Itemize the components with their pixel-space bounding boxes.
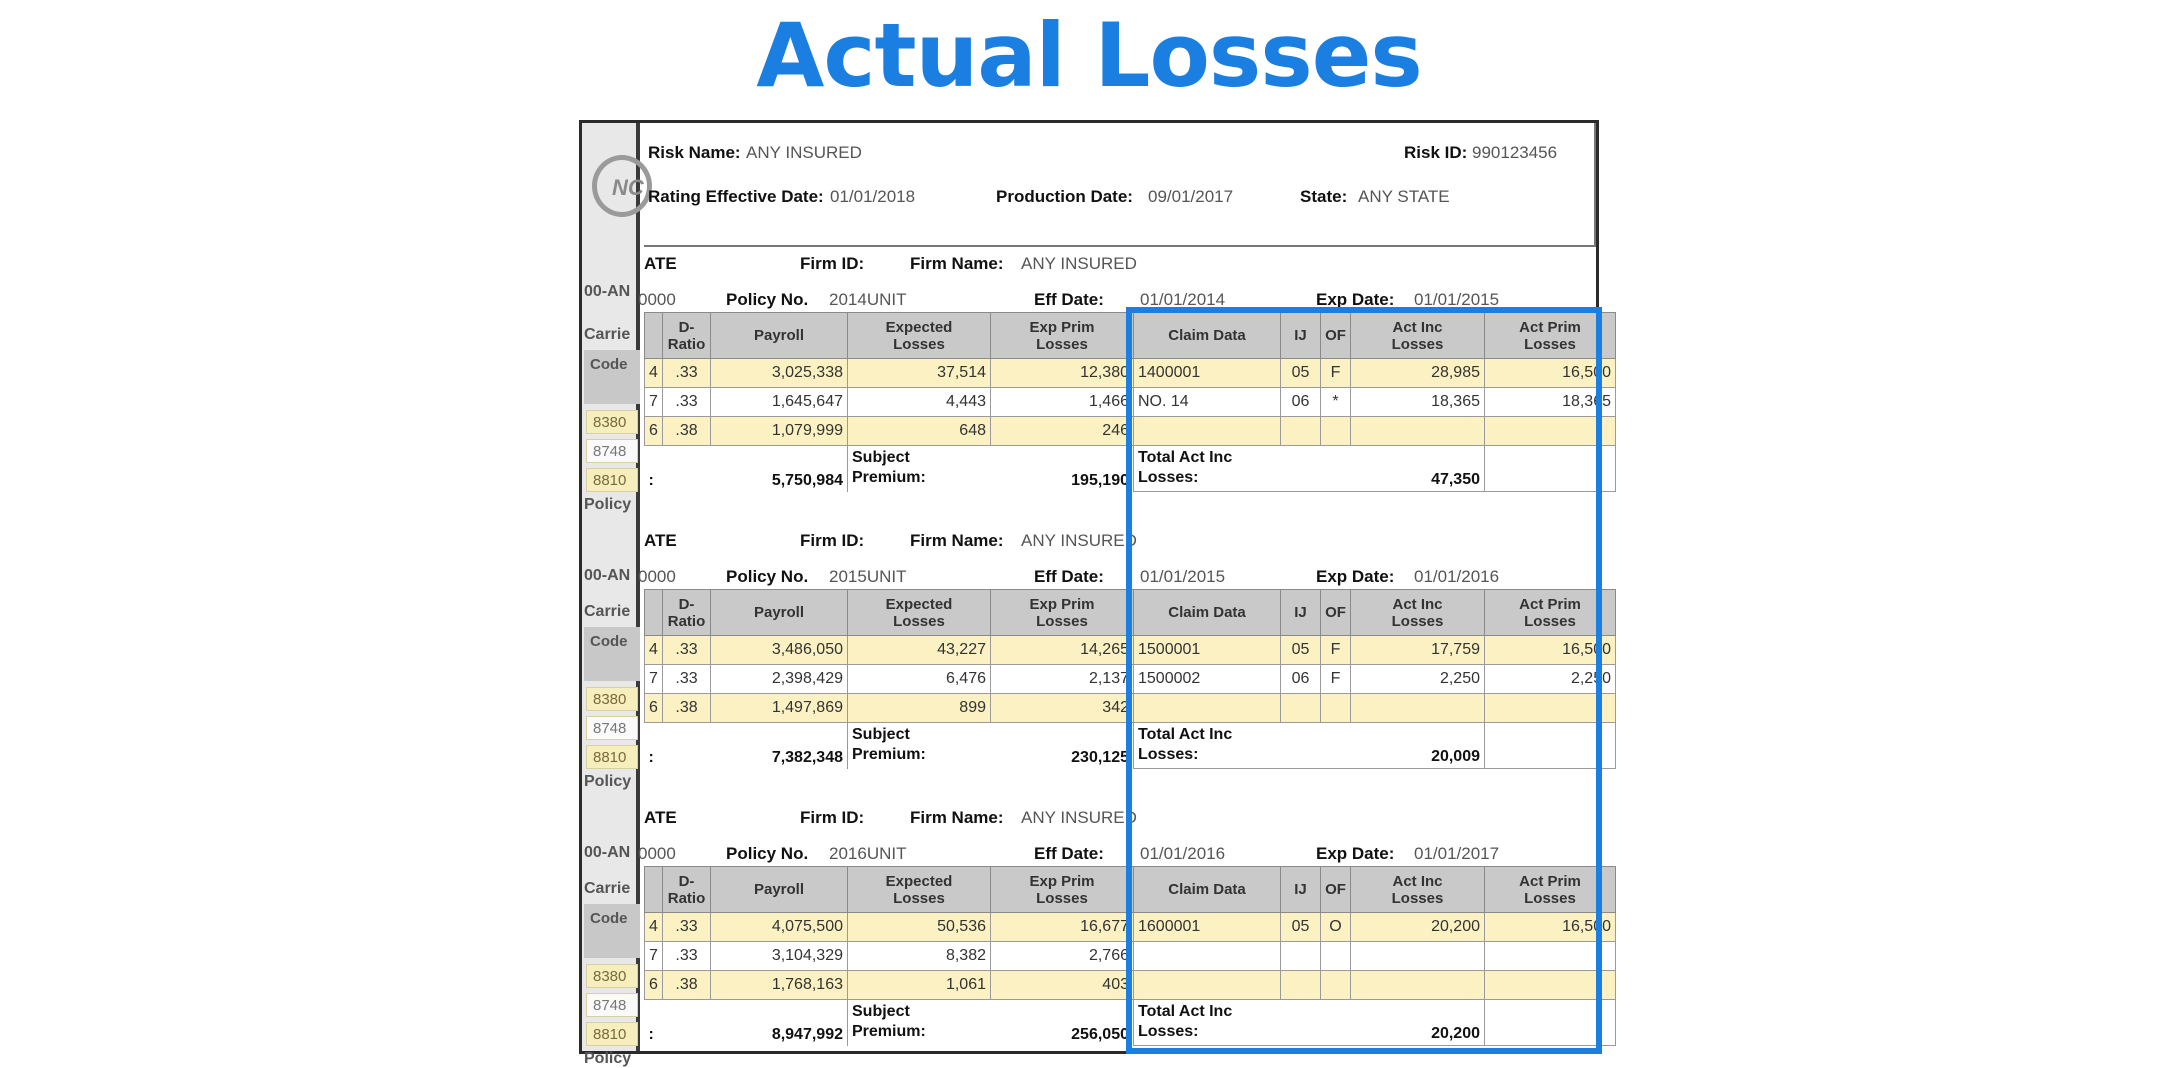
act-prim-losses-cell: [1485, 971, 1616, 1000]
claim-data-cell: [1134, 942, 1281, 971]
table-row: [645, 971, 1616, 1000]
d-ratio-header: D- Ratio: [663, 590, 711, 636]
expected-losses-cell: 6,476: [848, 665, 991, 694]
act-inc-losses-header: Act Inc Losses: [1351, 590, 1485, 636]
class-code-tail: 7: [645, 942, 663, 971]
expected-losses-cell: 50,536: [848, 913, 991, 942]
policy-no-value: 2015UNIT: [829, 567, 907, 586]
policy-no-value: 2016UNIT: [829, 844, 907, 863]
ij-header: IJ: [1281, 867, 1321, 913]
payroll-cell: 3,025,338: [711, 359, 848, 388]
of-cell: O: [1321, 913, 1351, 942]
code-header-cell: [645, 590, 663, 636]
strip-class-code: 8810: [586, 745, 638, 769]
total-payroll-cell: 7,382,348: [663, 723, 848, 769]
strip-class-code: 8748: [586, 716, 638, 740]
payroll-cell: 4,075,500: [711, 913, 848, 942]
claim-data-cell: 1400001: [1134, 359, 1281, 388]
firm-name-label: Firm Name:: [910, 531, 1004, 550]
strip-class-code: 8380: [586, 410, 638, 434]
exp-prim-losses-cell: 246: [991, 417, 1134, 446]
d-ratio-cell: .33: [663, 665, 711, 694]
of-header: OF: [1321, 867, 1351, 913]
d-ratio-cell: .38: [663, 417, 711, 446]
total-act-inc-label: Total Act Inc Losses:: [1134, 1000, 1321, 1046]
totals-row: [645, 446, 1616, 492]
expected-losses-cell: 4,443: [848, 388, 991, 417]
of-header: OF: [1321, 590, 1351, 636]
d-ratio-cell: .33: [663, 388, 711, 417]
claim-data-cell: NO. 14: [1134, 388, 1281, 417]
firm-id-label: Firm ID:: [800, 254, 865, 273]
ij-cell: 05: [1281, 636, 1321, 665]
strip-class-code: 8810: [586, 1022, 638, 1046]
expected-losses-cell: 8,382: [848, 942, 991, 971]
subject-premium-label: Subject Premium:: [848, 1000, 991, 1046]
claim-data-cell: [1134, 417, 1281, 446]
total-payroll-cell: 5,750,984: [663, 446, 848, 492]
firm-name-value: ANY INSURED: [1021, 254, 1137, 273]
worksheet-document: [579, 120, 1611, 1067]
act-inc-losses-cell: 2,250: [1351, 665, 1485, 694]
act-prim-losses-cell: [1485, 942, 1616, 971]
policy-no-label: Policy No.: [726, 290, 809, 309]
expected-losses-header: Expected Losses: [848, 867, 991, 913]
payroll-cell: 1,079,999: [711, 417, 848, 446]
risk-id-value: 990123456: [1472, 143, 1558, 162]
table-row: [645, 417, 1616, 446]
exp-date-label: Exp Date:: [1316, 290, 1395, 309]
exp-prim-losses-cell: 12,380: [991, 359, 1134, 388]
exp-prim-losses-header: Exp Prim Losses: [991, 590, 1134, 636]
strip-policy-label: Policy: [584, 1050, 632, 1067]
total-act-inc-value: 20,009: [1321, 723, 1485, 769]
rating-date-value: 01/01/2018: [830, 187, 916, 206]
strip-policy-label: Policy: [584, 496, 632, 513]
claim-data-cell: 1600001: [1134, 913, 1281, 942]
eff-date-label: Eff Date:: [1034, 567, 1104, 586]
act-prim-losses-cell: [1485, 694, 1616, 723]
class-code-tail: 4: [645, 636, 663, 665]
claim-data-cell: [1134, 971, 1281, 1000]
subject-premium-label: Subject Premium:: [848, 723, 991, 769]
ij-cell: 05: [1281, 359, 1321, 388]
expected-losses-cell: 43,227: [848, 636, 991, 665]
strip-state-label: 00-AN: [584, 283, 631, 300]
exp-date-value: 01/01/2016: [1414, 567, 1500, 586]
exp-prim-losses-header: Exp Prim Losses: [991, 313, 1134, 359]
expected-losses-cell: 1,061: [848, 971, 991, 1000]
act-inc-losses-cell: 20,200: [1351, 913, 1485, 942]
of-cell: F: [1321, 636, 1351, 665]
act-prim-losses-header: Act Prim Losses: [1485, 313, 1616, 359]
ij-cell: 05: [1281, 913, 1321, 942]
strip-state-label: 00-AN: [584, 567, 631, 584]
eff-date-label: Eff Date:: [1034, 844, 1104, 863]
payroll-header: Payroll: [711, 313, 848, 359]
d-ratio-cell: .33: [663, 359, 711, 388]
table-row: [645, 359, 1616, 388]
policy-prefix: 0000: [638, 290, 676, 309]
act-prim-losses-cell: [1485, 417, 1616, 446]
risk-id-label: Risk ID:: [1404, 143, 1468, 162]
production-date-label: Production Date:: [996, 187, 1133, 206]
strip-class-code: 8380: [586, 964, 638, 988]
d-ratio-header: D- Ratio: [663, 313, 711, 359]
expected-losses-header: Expected Losses: [848, 590, 991, 636]
expected-losses-header: Expected Losses: [848, 313, 991, 359]
eff-date-label: Eff Date:: [1034, 290, 1104, 309]
strip-class-code: 8380: [586, 687, 638, 711]
d-ratio-cell: .38: [663, 694, 711, 723]
table-row: [645, 942, 1616, 971]
act-inc-losses-cell: [1351, 694, 1485, 723]
payroll-header: Payroll: [711, 590, 848, 636]
totals-row: [645, 723, 1616, 769]
act-inc-losses-cell: [1351, 942, 1485, 971]
class-code-tail: 7: [645, 388, 663, 417]
strip-carrier-label: Carrie: [584, 880, 631, 897]
exp-prim-losses-header: Exp Prim Losses: [991, 867, 1134, 913]
subject-premium-value: 195,190: [991, 446, 1134, 492]
of-cell: F: [1321, 665, 1351, 694]
claim-data-cell: 1500001: [1134, 636, 1281, 665]
table-header-row: [645, 867, 1616, 913]
ij-header: IJ: [1281, 313, 1321, 359]
policy-prefix: 0000: [638, 844, 676, 863]
code-header-cell: [645, 867, 663, 913]
total-prefix: :: [645, 446, 663, 492]
exp-date-label: Exp Date:: [1316, 567, 1395, 586]
d-ratio-cell: .38: [663, 971, 711, 1000]
class-code-tail: 4: [645, 359, 663, 388]
rating-date-label: Rating Effective Date:: [648, 187, 824, 206]
total-act-inc-value: 20,200: [1321, 1000, 1485, 1046]
ij-header: IJ: [1281, 590, 1321, 636]
act-inc-losses-cell: 18,365: [1351, 388, 1485, 417]
of-cell: [1321, 417, 1351, 446]
table-row: [645, 636, 1616, 665]
total-prefix: :: [645, 1000, 663, 1046]
strip-code-header: Code: [584, 627, 640, 681]
payroll-cell: 1,645,647: [711, 388, 848, 417]
strip-code-header: Code: [584, 350, 640, 404]
d-ratio-cell: .33: [663, 913, 711, 942]
eff-date-value: 01/01/2016: [1140, 844, 1226, 863]
payroll-cell: 1,768,163: [711, 971, 848, 1000]
policy-loss-table: [644, 312, 1616, 492]
claim-data-header: Claim Data: [1134, 867, 1281, 913]
act-prim-losses-cell: 16,500: [1485, 913, 1616, 942]
eff-date-value: 01/01/2015: [1140, 567, 1226, 586]
risk-name-label: Risk Name:: [648, 143, 741, 162]
risk-name-value: ANY INSURED: [746, 143, 862, 162]
expected-losses-cell: 648: [848, 417, 991, 446]
of-header: OF: [1321, 313, 1351, 359]
payroll-cell: 2,398,429: [711, 665, 848, 694]
strip-class-code: 8748: [586, 439, 638, 463]
total-act-prim-empty: [1485, 1000, 1616, 1046]
slide-title: Actual Losses: [756, 4, 1422, 107]
table-row: [645, 665, 1616, 694]
class-code-tail: 7: [645, 665, 663, 694]
policy-no-label: Policy No.: [726, 844, 809, 863]
payroll-cell: 1,497,869: [711, 694, 848, 723]
class-code-tail: 6: [645, 971, 663, 1000]
strip-class-code: 8810: [586, 468, 638, 492]
logo-text: NC: [612, 175, 644, 200]
act-inc-losses-header: Act Inc Losses: [1351, 313, 1485, 359]
act-prim-losses-cell: 16,500: [1485, 636, 1616, 665]
exp-prim-losses-cell: 2,766: [991, 942, 1134, 971]
exp-prim-losses-cell: 14,265: [991, 636, 1134, 665]
ij-cell: 06: [1281, 388, 1321, 417]
state-value: ANY STATE: [1358, 187, 1450, 206]
payroll-cell: 3,104,329: [711, 942, 848, 971]
total-act-prim-empty: [1485, 446, 1616, 492]
totals-row: [645, 1000, 1616, 1046]
eff-date-value: 01/01/2014: [1140, 290, 1226, 309]
ij-cell: [1281, 942, 1321, 971]
ij-cell: [1281, 971, 1321, 1000]
exp-prim-losses-cell: 16,677: [991, 913, 1134, 942]
subject-premium-label: Subject Premium:: [848, 446, 991, 492]
total-act-inc-value: 47,350: [1321, 446, 1485, 492]
exp-prim-losses-cell: 1,466: [991, 388, 1134, 417]
firm-name-value: ANY INSURED: [1021, 808, 1137, 827]
act-prim-losses-cell: 18,365: [1485, 388, 1616, 417]
class-code-tail: 6: [645, 417, 663, 446]
act-prim-losses-header: Act Prim Losses: [1485, 867, 1616, 913]
table-header-row: [645, 590, 1616, 636]
act-inc-losses-cell: 28,985: [1351, 359, 1485, 388]
act-prim-losses-header: Act Prim Losses: [1485, 590, 1616, 636]
firm-name-value: ANY INSURED: [1021, 531, 1137, 550]
strip-state-label: 00-AN: [584, 844, 631, 861]
ij-cell: [1281, 417, 1321, 446]
exp-date-value: 01/01/2015: [1414, 290, 1500, 309]
policy-prefix: 0000: [638, 567, 676, 586]
left-cropped-column: [582, 123, 644, 1067]
strip-class-code: 8748: [586, 993, 638, 1017]
firm-id-label: Firm ID:: [800, 531, 865, 550]
claim-data-cell: [1134, 694, 1281, 723]
of-cell: [1321, 971, 1351, 1000]
production-date-value: 09/01/2017: [1148, 187, 1234, 206]
total-act-prim-empty: [1485, 723, 1616, 769]
state-label: State:: [1300, 187, 1348, 206]
of-cell: [1321, 942, 1351, 971]
d-ratio-cell: .33: [663, 636, 711, 665]
strip-carrier-label: Carrie: [584, 326, 631, 343]
payroll-header: Payroll: [711, 867, 848, 913]
worksheet-main: [638, 123, 1611, 1051]
act-inc-losses-cell: [1351, 971, 1485, 1000]
table-row: [645, 913, 1616, 942]
firm-name-label: Firm Name:: [910, 808, 1004, 827]
policy-loss-table: [644, 589, 1616, 769]
class-code-tail: 6: [645, 694, 663, 723]
policy-no-value: 2014UNIT: [829, 290, 907, 309]
expected-losses-cell: 899: [848, 694, 991, 723]
act-inc-losses-cell: [1351, 417, 1485, 446]
claim-data-header: Claim Data: [1134, 313, 1281, 359]
ij-cell: 06: [1281, 665, 1321, 694]
exp-prim-losses-cell: 342: [991, 694, 1134, 723]
exp-date-value: 01/01/2017: [1414, 844, 1500, 863]
firm-name-label: Firm Name:: [910, 254, 1004, 273]
table-row: [645, 694, 1616, 723]
table-row: [645, 388, 1616, 417]
state-partial-label: ATE: [644, 254, 677, 273]
payroll-cell: 3,486,050: [711, 636, 848, 665]
of-cell: [1321, 694, 1351, 723]
total-prefix: :: [645, 723, 663, 769]
exp-prim-losses-cell: 403: [991, 971, 1134, 1000]
claim-data-header: Claim Data: [1134, 590, 1281, 636]
exp-prim-losses-cell: 2,137: [991, 665, 1134, 694]
table-header-row: [645, 313, 1616, 359]
total-act-inc-label: Total Act Inc Losses:: [1134, 723, 1321, 769]
firm-id-label: Firm ID:: [800, 808, 865, 827]
code-header-cell: [645, 313, 663, 359]
act-inc-losses-header: Act Inc Losses: [1351, 867, 1485, 913]
strip-code-header: Code: [584, 904, 640, 958]
policy-no-label: Policy No.: [726, 567, 809, 586]
total-act-inc-label: Total Act Inc Losses:: [1134, 446, 1321, 492]
class-code-tail: 4: [645, 913, 663, 942]
d-ratio-cell: .33: [663, 942, 711, 971]
act-prim-losses-cell: 16,500: [1485, 359, 1616, 388]
strip-policy-label: Policy: [584, 773, 632, 790]
act-inc-losses-cell: 17,759: [1351, 636, 1485, 665]
policy-loss-table: [644, 866, 1616, 1046]
claim-data-cell: 1500002: [1134, 665, 1281, 694]
state-partial-label: ATE: [644, 531, 677, 550]
strip-carrier-label: Carrie: [584, 603, 631, 620]
state-partial-label: ATE: [644, 808, 677, 827]
of-cell: *: [1321, 388, 1351, 417]
exp-date-label: Exp Date:: [1316, 844, 1395, 863]
subject-premium-value: 230,125: [991, 723, 1134, 769]
of-cell: F: [1321, 359, 1351, 388]
risk-header: [644, 123, 1596, 247]
expected-losses-cell: 37,514: [848, 359, 991, 388]
total-payroll-cell: 8,947,992: [663, 1000, 848, 1046]
ij-cell: [1281, 694, 1321, 723]
d-ratio-header: D- Ratio: [663, 867, 711, 913]
act-prim-losses-cell: 2,250: [1485, 665, 1616, 694]
subject-premium-value: 256,050: [991, 1000, 1134, 1046]
